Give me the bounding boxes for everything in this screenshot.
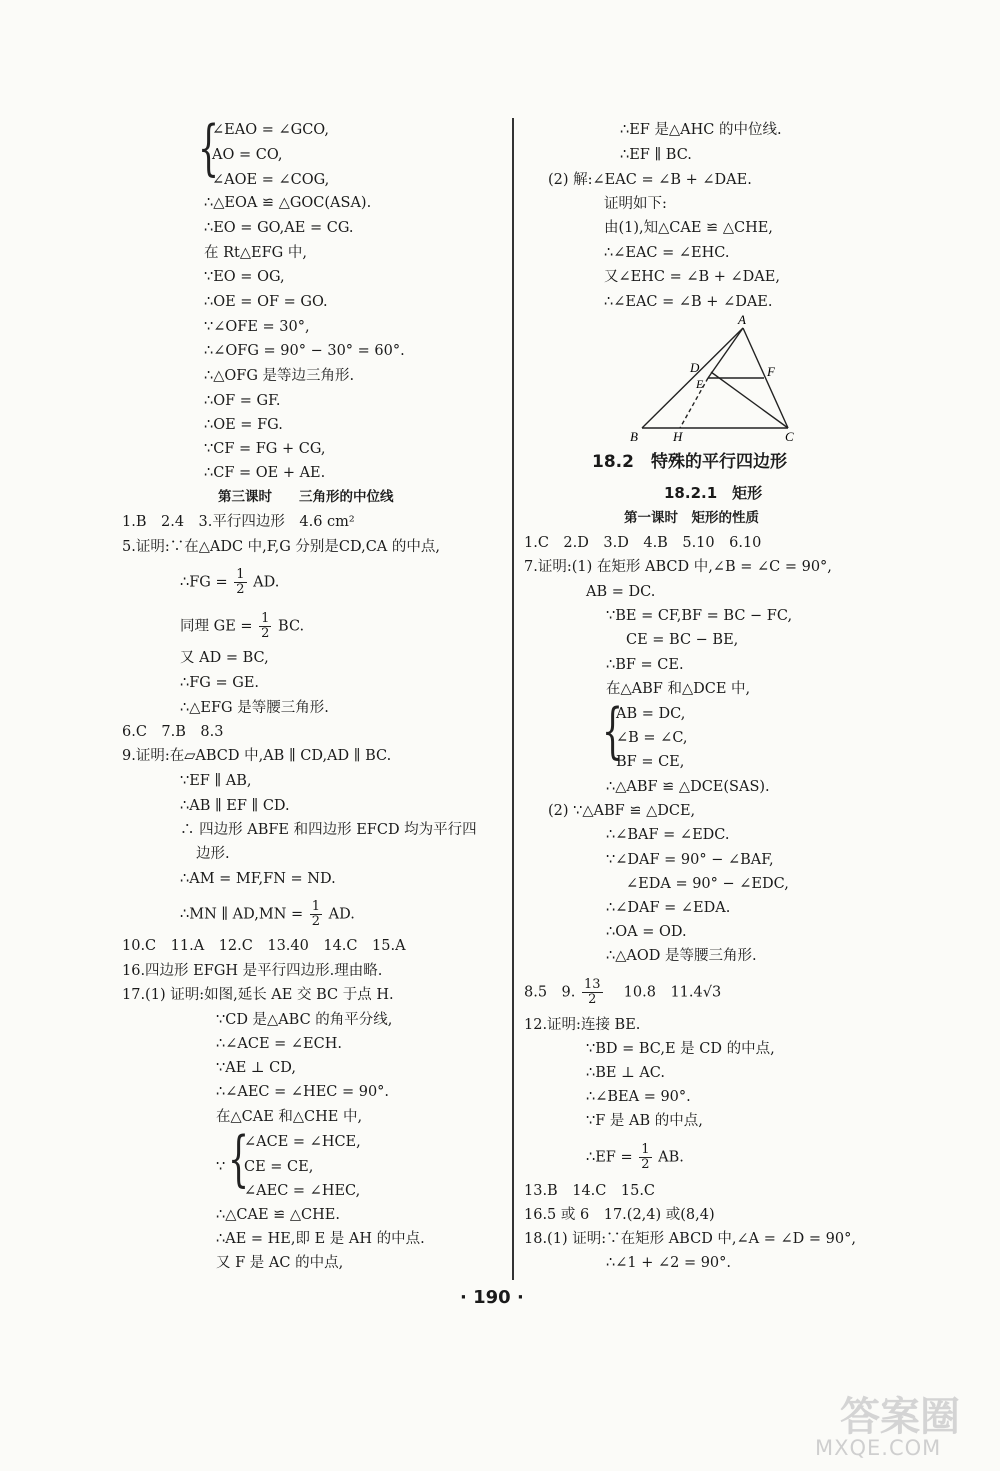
brace: { xyxy=(602,696,624,766)
text-line: ∠EAO = ∠GCO, xyxy=(212,122,329,138)
answer-line: 6.C 7.B 8.3 xyxy=(122,724,224,740)
label-d: D xyxy=(690,360,700,375)
fraction-denominator: 2 xyxy=(236,582,245,597)
fraction xyxy=(582,978,603,1007)
formula-line xyxy=(180,612,304,641)
text-line: ∠AOE = ∠COG, xyxy=(212,172,330,188)
text-line: BF = CE, xyxy=(616,754,685,770)
fraction-denominator: 2 xyxy=(261,626,270,641)
brace: { xyxy=(228,1124,250,1194)
brace: { xyxy=(198,113,220,183)
text-line: ∴EF 是△AHC 的中位线. xyxy=(620,122,782,138)
text-line: ∵∠OFE = 30°, xyxy=(204,319,310,335)
formula-text: 8.5 9. xyxy=(524,984,576,1001)
text-line: ∠EDA = 90° − ∠EDC, xyxy=(626,876,789,892)
formula-text: ∴MN ∥ AD,MN = xyxy=(180,906,304,923)
text-line: 又 F 是 AC 的中点, xyxy=(216,1255,344,1271)
answer-line: 12.证明:连接 BE. xyxy=(524,1017,641,1033)
text-line: ∴∠ACE = ∠ECH. xyxy=(216,1036,342,1052)
text-line: AB = DC, xyxy=(616,706,686,722)
fraction-numerator: 1 xyxy=(311,899,321,914)
text-line: ∴AB ∥ EF ∥ CD. xyxy=(180,798,290,814)
formula-text: AD. xyxy=(328,906,355,923)
answer-line: 1.C 2.D 3.D 4.B 5.10 6.10 xyxy=(524,535,762,551)
text-line: 又∠EHC = ∠B + ∠DAE, xyxy=(604,269,780,285)
text-line: ∴AE = HE,即 E 是 AH 的中点. xyxy=(216,1231,425,1247)
text-line: ∴∠AEC = ∠HEC = 90°. xyxy=(216,1084,390,1100)
fraction-numerator: 13 xyxy=(584,977,601,992)
fraction-denominator: 2 xyxy=(311,914,321,929)
label-f: F xyxy=(767,364,775,379)
lesson-heading: 第一课时 矩形的性质 xyxy=(624,510,759,526)
formula-line xyxy=(586,1143,684,1172)
text-line: (2) 解:∠EAC = ∠B + ∠DAE. xyxy=(548,172,752,188)
fraction xyxy=(310,900,322,929)
triangle-figure xyxy=(600,310,830,450)
formula-text: 10.8 11.4√3 xyxy=(609,984,722,1001)
text-line: AO = CO, xyxy=(212,147,283,163)
formula-line xyxy=(180,900,355,929)
page-number: · 190 · xyxy=(460,1287,524,1308)
text-line: ∴∠EAC = ∠B + ∠DAE. xyxy=(604,294,773,310)
text-line: ∴EF ∥ BC. xyxy=(620,147,692,163)
text-line: ∴∠EAC = ∠EHC. xyxy=(604,245,730,261)
text-line: ∠B = ∠C, xyxy=(616,730,688,746)
text-line: 在△ABF 和△DCE 中, xyxy=(606,681,751,697)
answer-line: 17.(1) 证明:如图,延长 AE 交 BC 于点 H. xyxy=(122,987,394,1003)
label-c: C xyxy=(785,429,794,444)
text-line: ∵EO = OG, xyxy=(204,269,285,285)
answer-line: 1.B 2.4 3.平行四边形 4.6 cm² xyxy=(122,514,355,530)
label-b: B xyxy=(630,429,638,444)
text-line: CE = BC − BE, xyxy=(626,632,739,648)
text-line: ∵BD = BC,E 是 CD 的中点, xyxy=(586,1041,775,1057)
formula-text: BC. xyxy=(278,618,305,635)
formula-line xyxy=(180,568,279,597)
formula-text: AD. xyxy=(253,574,280,591)
fraction-denominator: 2 xyxy=(641,1157,650,1172)
text-line: 又 AD = BC, xyxy=(180,650,269,666)
text-line: ∴∠DAF = ∠EDA. xyxy=(606,900,731,916)
text-line: ∴△EOA ≌ △GOC(ASA). xyxy=(204,195,372,211)
fraction xyxy=(259,612,271,641)
text-line: CE = CE, xyxy=(244,1159,314,1175)
text-line: ∴BF = CE. xyxy=(606,657,684,673)
text-line: ∴OF = GF. xyxy=(204,393,281,409)
text-line: ∵CD 是△ABC 的角平分线, xyxy=(216,1012,393,1028)
text-line: ∴△CAE ≌ △CHE. xyxy=(216,1207,340,1223)
text-line: ∵∠DAF = 90° − ∠BAF, xyxy=(606,852,774,868)
text-line: 在△CAE 和△CHE 中, xyxy=(216,1109,363,1125)
text-line: ∴EO = GO,AE = CG. xyxy=(204,220,354,236)
text-line: ∴△AOD 是等腰三角形. xyxy=(606,948,757,964)
answer-line: 9.证明:在▱ABCD 中,AB ∥ CD,AD ∥ BC. xyxy=(122,748,392,764)
answer-line: 10.C 11.A 12.C 13.40 14.C 15.A xyxy=(122,938,406,954)
text-line: AB = DC. xyxy=(586,584,656,600)
watermark-url: MXQE.COM xyxy=(815,1436,942,1460)
segment-dc xyxy=(711,372,788,428)
formula-text: ∴EF = xyxy=(586,1149,633,1166)
column-divider xyxy=(512,118,514,1280)
answer-line: 16.5 或 6 17.(2,4) 或(8,4) xyxy=(524,1207,715,1223)
formula-line xyxy=(524,978,721,1007)
fraction-numerator: 1 xyxy=(236,567,245,582)
text-line: ∵AE ⊥ CD, xyxy=(216,1060,296,1076)
answer-line: 7.证明:(1) 在矩形 ABCD 中,∠B = ∠C = 90°, xyxy=(524,559,832,575)
fraction-numerator: 1 xyxy=(261,611,270,626)
text-line: ∴△EFG 是等腰三角形. xyxy=(180,700,329,716)
text-line: 证明如下: xyxy=(604,196,667,212)
text-line: ∴OE = OF = GO. xyxy=(204,294,328,310)
text-line: ∵BE = CF,BF = BC − FC, xyxy=(606,608,793,624)
text-line: ∴∠BEA = 90°. xyxy=(586,1089,691,1105)
formula-text: ∴FG = xyxy=(180,574,228,591)
text-line: ∴∠OFG = 90° − 30° = 60°. xyxy=(204,343,405,359)
label-a: A xyxy=(738,312,746,327)
text-line: 在 Rt△EFG 中, xyxy=(204,245,307,261)
text-line: ∴AM = MF,FN = ND. xyxy=(180,871,336,887)
text-line: ∠AEC = ∠HEC, xyxy=(244,1183,361,1199)
text-line: ∵F 是 AB 的中点, xyxy=(586,1113,703,1129)
fraction xyxy=(639,1143,651,1172)
section-title: 18.2 特殊的平行四边形 xyxy=(592,452,787,472)
text-line: ∴△OFG 是等边三角形. xyxy=(204,368,355,384)
lesson-heading: 第三课时 三角形的中位线 xyxy=(218,489,394,505)
text-line: ∴∠BAF = ∠EDC. xyxy=(606,827,730,843)
text-line: 边形. xyxy=(196,846,230,862)
segment-ae xyxy=(708,328,743,378)
subsection-title: 18.2.1 矩形 xyxy=(664,484,763,502)
fraction-numerator: 1 xyxy=(641,1142,650,1157)
fraction-denominator: 2 xyxy=(588,992,597,1007)
text-line: ∴∠1 + ∠2 = 90°. xyxy=(606,1255,732,1271)
fraction xyxy=(234,568,246,597)
text-line: ∴OA = OD. xyxy=(606,924,687,940)
text-line: ∴BE ⊥ AC. xyxy=(586,1065,665,1081)
text-line: ∵CF = FG + CG, xyxy=(204,441,326,457)
text-line: ∵ xyxy=(216,1159,226,1175)
text-line: ∠ACE = ∠HCE, xyxy=(244,1134,361,1150)
text-line: ∴△ABF ≌ △DCE(SAS). xyxy=(606,779,770,795)
answer-line: 16.四边形 EFGH 是平行四边形.理由略. xyxy=(122,963,383,979)
answer-line: 5.证明:∵在△ADC 中,F,G 分别是CD,CA 的中点, xyxy=(122,539,440,555)
formula-text: AB. xyxy=(658,1149,684,1166)
text-line: ∴FG = GE. xyxy=(180,675,260,691)
text-line: ∴OE = FG. xyxy=(204,417,283,433)
answer-line: 18.(1) 证明:∵在矩形 ABCD 中,∠A = ∠D = 90°, xyxy=(524,1231,856,1247)
text-line: (2) ∵△ABF ≌ △DCE, xyxy=(548,803,696,819)
text-line: ∴CF = OE + AE. xyxy=(204,465,326,481)
watermark-logo: 答案圈 xyxy=(840,1394,960,1440)
answer-line: 13.B 14.C 15.C xyxy=(524,1183,656,1199)
formula-text: 同理 GE = xyxy=(180,618,253,635)
label-e: E xyxy=(696,377,704,391)
text-line: ∴ 四边形 ABFE 和四边形 EFCD 均为平行四 xyxy=(180,822,477,838)
text-line: 由(1),知△CAE ≌ △CHE, xyxy=(604,220,773,236)
label-h: H xyxy=(673,429,683,444)
text-line: ∵EF ∥ AB, xyxy=(180,773,252,789)
